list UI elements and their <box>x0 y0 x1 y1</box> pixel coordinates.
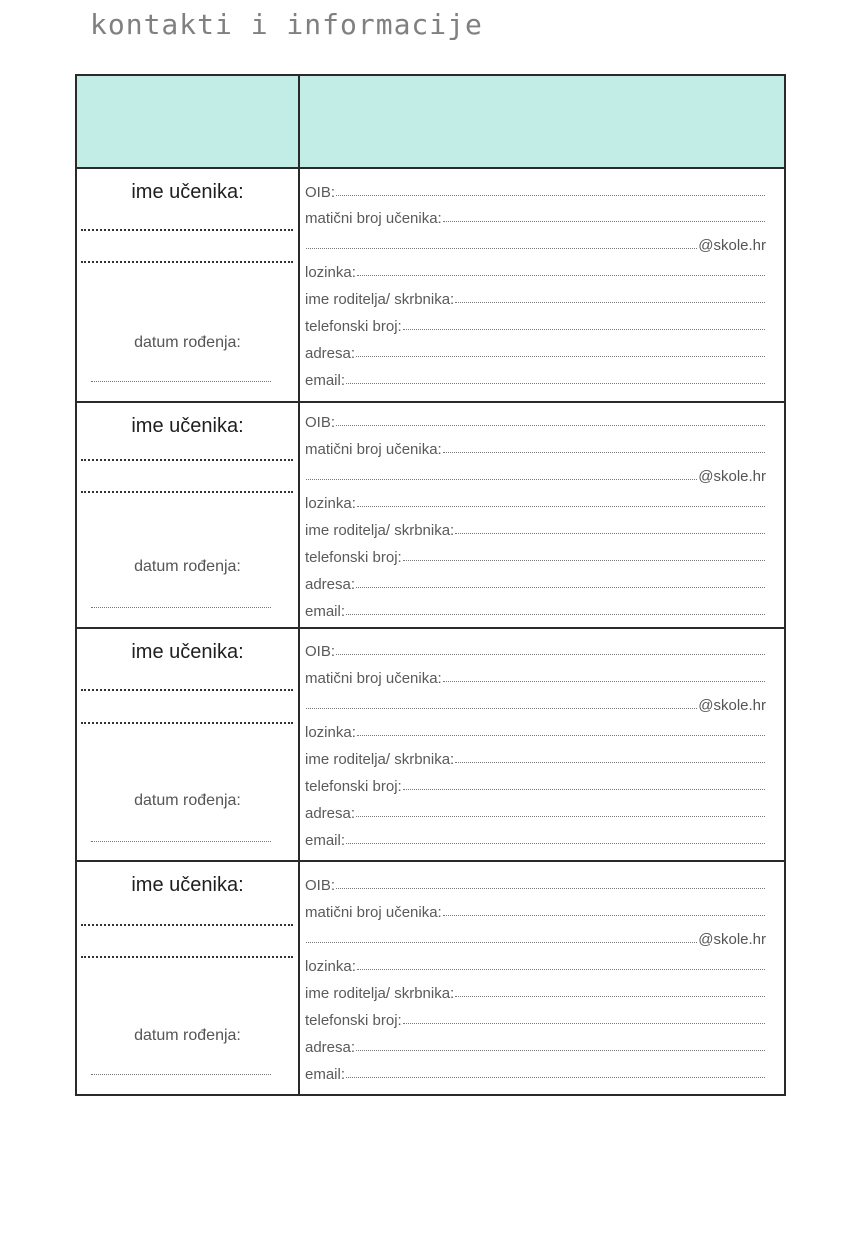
address-label: adresa: <box>305 1039 356 1056</box>
oib-field[interactable] <box>305 868 766 894</box>
page-title: kontakti i informacije <box>90 8 483 41</box>
student-record-4 <box>77 862 784 1094</box>
phone-field[interactable] <box>305 309 766 335</box>
email-domain-label: @skole.hr <box>698 468 766 485</box>
password-label: lozinka: <box>305 264 356 281</box>
date-of-birth-label: datum rođenja: <box>134 792 241 809</box>
email-label: email: <box>305 603 346 620</box>
password-field[interactable] <box>305 486 766 512</box>
parent-name-label: ime roditelja/ skrbnika: <box>305 291 455 308</box>
oib-field[interactable] <box>305 405 766 431</box>
school-email-field[interactable] <box>305 688 766 714</box>
date-of-birth-line[interactable] <box>91 607 271 608</box>
student-id-label: matični broj učenika: <box>305 210 442 227</box>
oib-field[interactable] <box>305 634 766 660</box>
student-identity-cell <box>77 862 298 1094</box>
address-field[interactable] <box>305 796 766 822</box>
student-id-label: matični broj učenika: <box>305 904 442 921</box>
parent-name-label: ime roditelja/ skrbnika: <box>305 522 455 539</box>
school-email-field[interactable] <box>305 228 766 254</box>
student-name-label: ime učenika: <box>131 181 244 203</box>
student-id-field[interactable] <box>305 201 766 227</box>
date-of-birth-label: datum rođenja: <box>134 558 241 575</box>
student-name-label: ime učenika: <box>131 874 244 896</box>
address-label: adresa: <box>305 576 356 593</box>
student-record-1 <box>77 169 784 403</box>
oib-label: OIB: <box>305 643 336 660</box>
date-of-birth-line[interactable] <box>91 381 271 382</box>
student-name-label: ime učenika: <box>131 641 244 663</box>
oib-label: OIB: <box>305 414 336 431</box>
password-field[interactable] <box>305 949 766 975</box>
address-field[interactable] <box>305 336 766 362</box>
email-label: email: <box>305 1066 346 1083</box>
student-id-field[interactable] <box>305 661 766 687</box>
address-field[interactable] <box>305 1030 766 1056</box>
student-name-line-2[interactable] <box>81 956 293 958</box>
student-name-label: ime učenika: <box>131 415 244 437</box>
student-identity-cell <box>77 629 298 860</box>
email-domain-label: @skole.hr <box>698 237 766 254</box>
phone-field[interactable] <box>305 1003 766 1029</box>
phone-label: telefonski broj: <box>305 1012 402 1029</box>
date-of-birth-label: datum rođenja: <box>134 1027 241 1044</box>
email-field[interactable] <box>305 363 766 389</box>
email-field[interactable] <box>305 1057 766 1083</box>
password-field[interactable] <box>305 255 766 281</box>
student-contact-cell <box>300 629 784 860</box>
student-name-line-2[interactable] <box>81 491 293 493</box>
parent-name-label: ime roditelja/ skrbnika: <box>305 985 455 1002</box>
phone-label: telefonski broj: <box>305 549 402 566</box>
student-contact-cell <box>300 403 784 627</box>
student-record-2 <box>77 403 784 629</box>
parent-name-field[interactable] <box>305 282 766 308</box>
phone-field[interactable] <box>305 769 766 795</box>
student-name-line-1[interactable] <box>81 924 293 926</box>
email-domain-label: @skole.hr <box>698 697 766 714</box>
parent-name-field[interactable] <box>305 976 766 1002</box>
password-field[interactable] <box>305 715 766 741</box>
email-domain-label: @skole.hr <box>698 931 766 948</box>
email-label: email: <box>305 832 346 849</box>
oib-label: OIB: <box>305 184 336 201</box>
parent-name-field[interactable] <box>305 742 766 768</box>
password-label: lozinka: <box>305 958 356 975</box>
student-name-line-1[interactable] <box>81 689 293 691</box>
phone-label: telefonski broj: <box>305 318 402 335</box>
date-of-birth-label: datum rođenja: <box>134 334 241 351</box>
phone-field[interactable] <box>305 540 766 566</box>
email-label: email: <box>305 372 346 389</box>
student-id-field[interactable] <box>305 895 766 921</box>
student-identity-cell <box>77 403 298 627</box>
address-label: adresa: <box>305 345 356 362</box>
address-label: adresa: <box>305 805 356 822</box>
school-email-field[interactable] <box>305 459 766 485</box>
oib-label: OIB: <box>305 877 336 894</box>
table-header-row <box>77 76 784 169</box>
phone-label: telefonski broj: <box>305 778 402 795</box>
email-field[interactable] <box>305 594 766 620</box>
address-field[interactable] <box>305 567 766 593</box>
student-name-line-1[interactable] <box>81 459 293 461</box>
student-identity-cell <box>77 169 298 401</box>
student-contact-cell <box>300 862 784 1094</box>
parent-name-field[interactable] <box>305 513 766 539</box>
student-name-line-2[interactable] <box>81 722 293 724</box>
email-field[interactable] <box>305 823 766 849</box>
school-email-field[interactable] <box>305 922 766 948</box>
student-record-3 <box>77 629 784 862</box>
password-label: lozinka: <box>305 495 356 512</box>
oib-field[interactable] <box>305 175 766 201</box>
student-id-field[interactable] <box>305 432 766 458</box>
student-id-label: matični broj učenika: <box>305 670 442 687</box>
date-of-birth-line[interactable] <box>91 1074 271 1075</box>
student-name-line-1[interactable] <box>81 229 293 231</box>
password-label: lozinka: <box>305 724 356 741</box>
student-id-label: matični broj učenika: <box>305 441 442 458</box>
date-of-birth-line[interactable] <box>91 841 271 842</box>
parent-name-label: ime roditelja/ skrbnika: <box>305 751 455 768</box>
student-name-line-2[interactable] <box>81 261 293 263</box>
student-contact-cell <box>300 169 784 401</box>
contacts-table <box>75 74 786 1096</box>
